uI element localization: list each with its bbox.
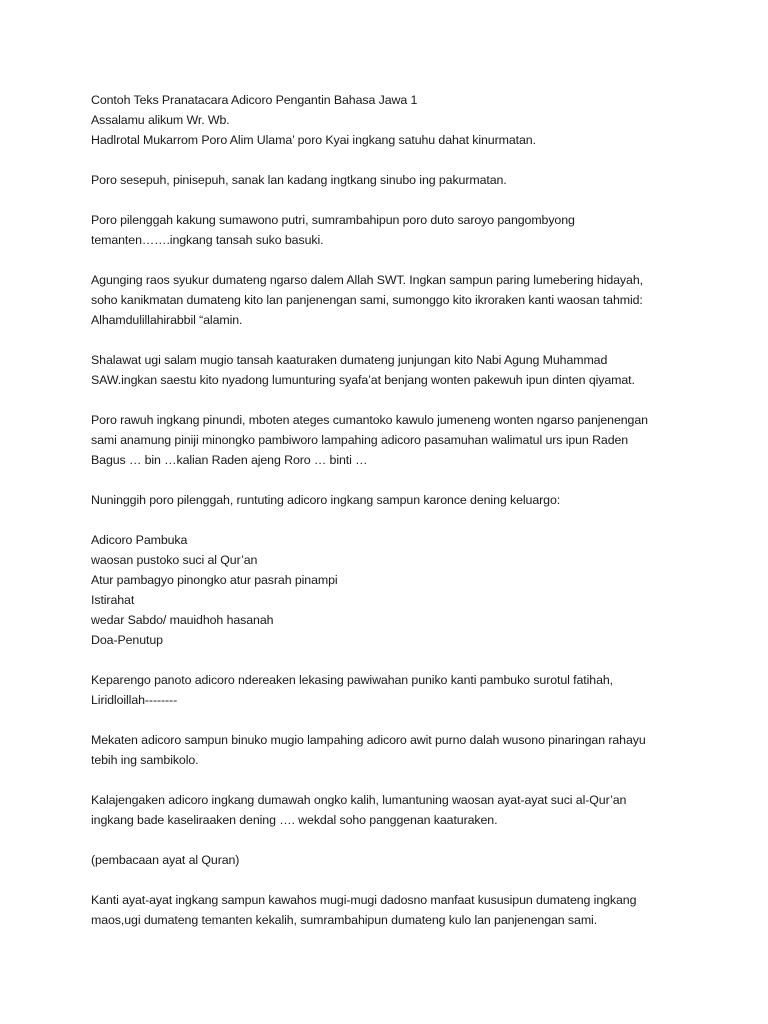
text-line: Keparengo panoto adicoro ndereaken lekasing pawiwahan puniko kanti pambuko surotul fatihah, — [91, 673, 613, 687]
paragraph-kalajengaken — [91, 790, 708, 830]
paragraph-runtut — [91, 490, 708, 510]
greeting-line: Assalamu alikum Wr. Wb. — [91, 113, 230, 127]
text-line: Mekaten adicoro sampun binuko mugio lampahing adicoro awit purno dalah wusono pinaringan rahayu — [91, 733, 646, 747]
text-line: tebih ing sambikolo. — [91, 753, 199, 767]
text-line: Liridloillah-------- — [91, 693, 178, 707]
text-line: temanten…….ingkang tansah suko basuki. — [91, 233, 324, 247]
paragraph-rawuh — [91, 410, 708, 470]
agenda-item: Istirahat — [91, 593, 135, 607]
text-line: Alhamdulillahirabbil “alamin. — [91, 313, 243, 327]
text-line: Poro pilenggah kakung sumawono putri, sumrambahipun poro duto saroyo pangombyong — [91, 213, 575, 227]
agenda-item: Atur pambagyo pinongko atur pasrah pinampi — [91, 573, 338, 587]
text-line: Agunging raos syukur dumateng ngarso dalem Allah SWT. Ingkan sampun paring lumebering hidayah, — [91, 273, 643, 287]
text-line: Poro rawuh ingkang pinundi, mboten ateges cumantoko kawulo jumeneng wonten ngarso panjenengan — [91, 413, 648, 427]
document-title: Contoh Teks Pranatacara Adicoro Pengantin Bahasa Jawa 1 — [91, 93, 418, 107]
paragraph-pilenggah — [91, 210, 708, 250]
agenda-item: Adicoro Pambuka — [91, 533, 188, 547]
paragraph-kanti — [91, 890, 708, 930]
text-line: Kalajengaken adicoro ingkang dumawah ongko kalih, lumantuning waosan ayat-ayat suci al-Qur’an — [91, 793, 627, 807]
agenda-list — [91, 530, 708, 650]
document-header — [91, 90, 708, 150]
paragraph-mekaten — [91, 730, 708, 770]
text-line: Bagus … bin …kalian Raden ajeng Roro … binti … — [91, 453, 368, 467]
text-line: ingkang bade kaseliraaken dening …. wekdal soho panggenan kaaturaken. — [91, 813, 498, 827]
agenda-item: waosan pustoko suci al Qur’an — [91, 553, 258, 567]
salutation-line: Hadlrotal Mukarrom Poro Alim Ulama’ poro Kyai ingkang satuhu dahat kinurmatan. — [91, 133, 536, 147]
text-line: soho kanikmatan dumateng kito lan panjenengan sami, sumonggo kito ikroraken kanti waosan tahmid: — [91, 293, 643, 307]
paragraph-keparengo — [91, 670, 708, 710]
text-line: maos,ugi dumateng temanten kekalih, sumrambahipun dumateng kulo lan panjenengan sami. — [91, 913, 598, 927]
paragraph-sesepuh — [91, 170, 708, 190]
text-line: sami anamung piniji minongko pambiworo lampahing adicoro pasamuhan walimatul urs ipun Raden — [91, 433, 629, 447]
text-line: SAW.ingkan saestu kito nyadong lumunturing syafa’at benjang wonten pakewuh ipun dinten qiyamat. — [91, 373, 635, 387]
text-line: Nuninggih poro pilenggah, runtuting adicoro ingkang sampun karonce dening keluargo: — [91, 493, 561, 507]
text-line: Shalawat ugi salam mugio tansah kaaturaken dumateng junjungan kito Nabi Agung Muhammad — [91, 353, 608, 367]
text-line: Kanti ayat-ayat ingkang sampun kawahos mugi-mugi dadosno manfaat kususipun dumateng ingkang — [91, 893, 637, 907]
paragraph-shalawat — [91, 350, 708, 390]
agenda-item: Doa-Penutup — [91, 633, 163, 647]
paragraph-syukur — [91, 270, 708, 330]
agenda-item: wedar Sabdo/ mauidhoh hasanah — [91, 613, 274, 627]
paragraph-pembacaan — [91, 850, 708, 870]
text-line: Poro sesepuh, pinisepuh, sanak lan kadang ingtkang sinubo ing pakurmatan. — [91, 173, 507, 187]
text-line: (pembacaan ayat al Quran) — [91, 853, 240, 867]
